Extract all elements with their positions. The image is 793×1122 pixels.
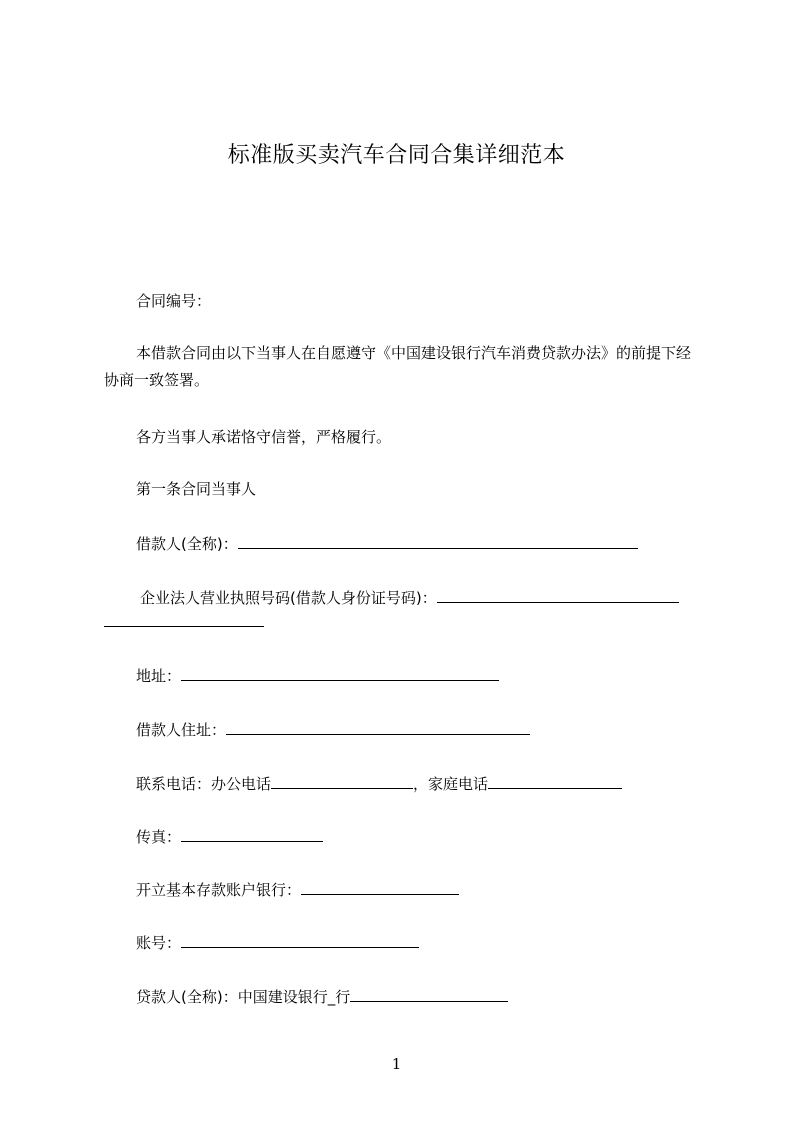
account-number-line (104, 931, 736, 953)
business-license-blank-continued (104, 610, 264, 627)
address-line (104, 664, 736, 686)
document-title: 标准版买卖汽车合同合集详细范本 (227, 143, 566, 168)
contract-number-label: 合同编号： (136, 292, 212, 310)
page-number: 1 (391, 1055, 402, 1073)
home-phone-blank (488, 772, 622, 789)
bank-label: 开立基本存款账户银行： (136, 881, 302, 899)
lender-name-line (104, 985, 736, 1007)
address-label: 地址： (136, 667, 182, 685)
phone-line (104, 772, 736, 794)
preamble-paragraph: 本借款合同由以下当事人在自愿遵守《中国建设银行汽车消费贷款办法》的前提下经协商一致签署。 (104, 344, 692, 389)
address-blank (181, 664, 499, 681)
article-1-heading: 第一条合同当事人 (136, 480, 257, 498)
fax-blank (181, 825, 323, 842)
business-license-blank (437, 586, 679, 603)
bank-blank (301, 878, 459, 895)
fax-label: 传真： (136, 828, 182, 846)
lender-name-blank (350, 985, 508, 1002)
office-phone-blank (271, 772, 413, 789)
lender-name-label: 贷款人(全称)：中国建设银行_行 (136, 988, 351, 1006)
account-number-label: 账号： (136, 934, 182, 952)
account-number-blank (181, 931, 419, 948)
borrower-residence-line (104, 718, 736, 740)
business-license-label: 企业法人营业执照号码(借款人身份证号码)： (140, 589, 437, 607)
fax-line (104, 825, 736, 847)
borrower-name-label: 借款人(全称)： (136, 535, 238, 553)
bank-line (104, 878, 736, 900)
commitment-paragraph: 各方当事人承诺恪守信誉，严格履行。 (136, 428, 392, 446)
business-license-line (104, 586, 740, 608)
business-license-continuation (104, 610, 704, 632)
office-phone-label: 联系电话：办公电话 (136, 775, 272, 793)
home-phone-label: ，家庭电话 (413, 775, 489, 793)
borrower-name-line (104, 532, 736, 554)
borrower-residence-label: 借款人住址： (136, 721, 227, 739)
borrower-residence-blank (226, 718, 530, 735)
borrower-name-blank (238, 532, 638, 549)
